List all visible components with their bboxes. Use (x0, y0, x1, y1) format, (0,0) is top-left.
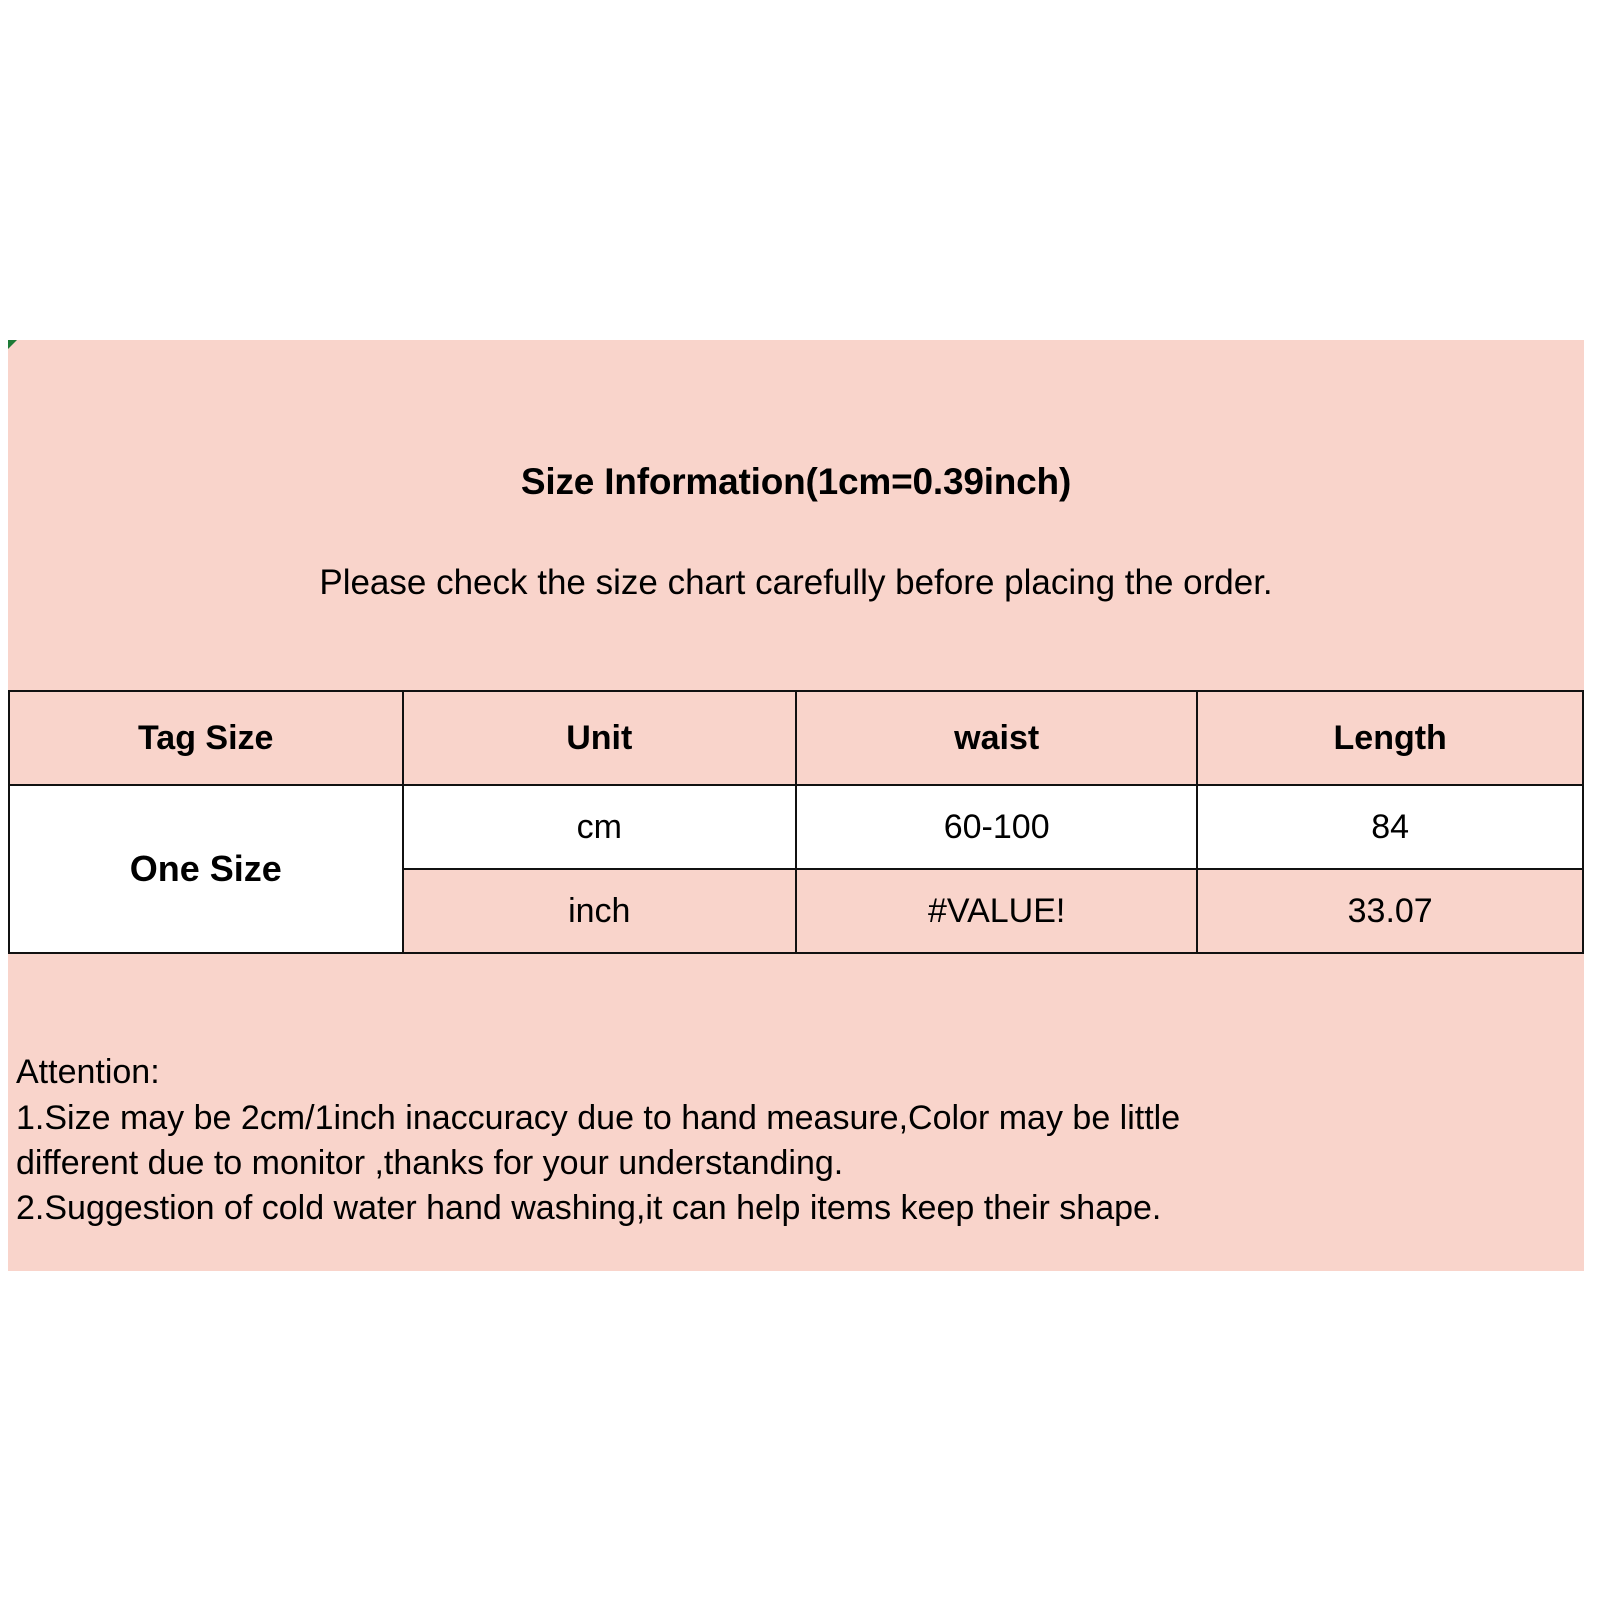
page-subtitle: Please check the size chart carefully before placing the order. (319, 563, 1273, 603)
attention-line-3: 2.Suggestion of cold water hand washing,it can help items keep their shape. (16, 1189, 1162, 1228)
cell-tag-size: One Size (9, 785, 403, 953)
page-title: Size Information(1cm=0.39inch) (520, 461, 1072, 502)
attention-line-2: different due to monitor ,thanks for your understanding. (16, 1143, 844, 1182)
attention-line-1: 1.Size may be 2cm/1inch inaccuracy due to hand measure,Color may be little (16, 1098, 1181, 1137)
column-header-length: Length (1197, 691, 1583, 785)
corner-marker-icon (8, 340, 17, 349)
column-header-unit: Unit (403, 691, 797, 785)
cell-waist-inch: #VALUE! (796, 869, 1197, 953)
table-row (9, 785, 1583, 869)
size-chart-header (8, 340, 1584, 644)
size-chart-card (8, 340, 1584, 1271)
attention-heading: Attention: (16, 1053, 160, 1092)
attention-block (8, 954, 1584, 1271)
cell-length-inch: 33.07 (1197, 869, 1583, 953)
cell-unit-cm: cm (403, 785, 797, 869)
cell-waist-cm: 60-100 (796, 785, 1197, 869)
column-header-tag-size: Tag Size (9, 691, 403, 785)
cell-unit-inch: inch (403, 869, 797, 953)
table-header-row (9, 691, 1583, 785)
cell-length-cm: 84 (1197, 785, 1583, 869)
column-header-waist: waist (796, 691, 1197, 785)
size-table (8, 690, 1584, 954)
